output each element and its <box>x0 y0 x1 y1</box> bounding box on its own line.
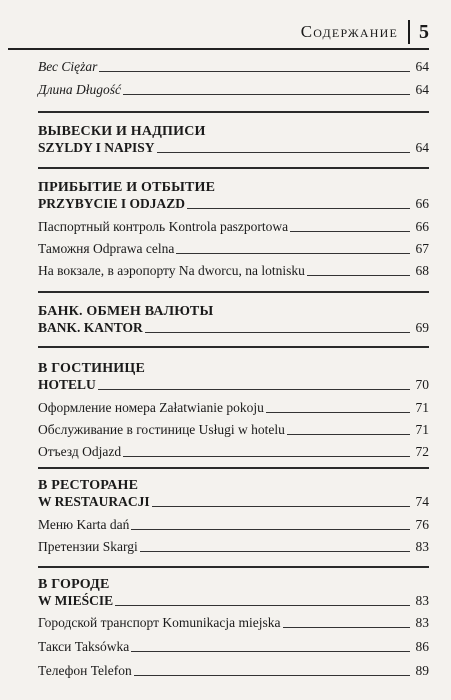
section-title-pl: BANK. KANTOR <box>38 320 143 335</box>
toc-entry-title: Меню Karta dań <box>38 517 130 532</box>
leader-line <box>287 433 410 435</box>
section-title-ru[interactable]: ВЫВЕСКИ И НАДПИСИ <box>38 124 206 139</box>
toc-entry[interactable] <box>38 217 429 235</box>
toc-entry-page: 67 <box>415 241 429 256</box>
toc-entry[interactable] <box>38 637 429 655</box>
toc-entry-page: 89 <box>415 663 429 678</box>
toc-entry-title: Паспортный контроль Kontrola paszportowa <box>38 219 289 234</box>
toc-entry-title: Телефон Telefon <box>38 663 132 678</box>
toc-entry[interactable] <box>38 80 429 98</box>
toc-entry[interactable] <box>38 613 429 631</box>
section-page: 64 <box>415 140 429 155</box>
toc-entry[interactable] <box>38 442 429 460</box>
section-page: 83 <box>415 593 429 608</box>
leader-line <box>266 411 410 413</box>
section-page: 70 <box>415 377 429 392</box>
section-heading[interactable] <box>38 318 429 336</box>
section-separator <box>38 346 429 348</box>
section-heading[interactable] <box>38 591 429 609</box>
section-title-ru[interactable]: ПРИБЫТИЕ И ОТБЫТИЕ <box>38 180 216 195</box>
section-title-ru[interactable]: В ГОСТИНИЦЕ <box>38 361 146 376</box>
section-title-pl: W RESTAURACJI <box>38 494 150 509</box>
leader-line <box>115 604 409 606</box>
toc-entry-title: Претензии Skargi <box>38 539 138 554</box>
section-heading[interactable] <box>38 375 429 393</box>
section-title-pl: HOTELU <box>38 377 96 392</box>
toc-entry[interactable] <box>38 398 429 416</box>
toc-entry[interactable] <box>38 261 429 279</box>
toc-entry-page: 76 <box>415 517 429 532</box>
header-rule <box>8 48 429 50</box>
section-page: 69 <box>415 320 429 335</box>
section-title-pl: W MIEŚCIE <box>38 593 114 608</box>
section-title-ru[interactable]: В РЕСТОРАНЕ <box>38 478 139 493</box>
toc-entry-title: На вокзале, в аэропорту Na dworcu, na lotnisku <box>38 263 305 278</box>
toc-entry-page: 86 <box>415 639 429 654</box>
section-separator <box>38 291 429 293</box>
toc-entry-title: Такси Taksówka <box>38 639 130 654</box>
toc-entry-page: 83 <box>415 615 429 630</box>
section-page: 66 <box>415 196 429 211</box>
section-separator <box>38 167 429 169</box>
toc-entry[interactable] <box>38 537 429 555</box>
leader-line <box>99 70 409 72</box>
toc-entry-title: Отъезд Odjazd <box>38 444 122 459</box>
leader-line <box>283 626 410 628</box>
section-heading[interactable] <box>38 492 429 510</box>
leader-line <box>140 550 410 552</box>
section-heading[interactable] <box>38 138 429 156</box>
section-title-pl: PRZYBYCIE I ODJAZD <box>38 196 186 211</box>
leader-line <box>134 674 410 676</box>
leader-line <box>131 528 409 530</box>
leader-line <box>123 93 409 95</box>
toc-entry-page: 64 <box>415 59 429 74</box>
toc-entry[interactable] <box>38 661 429 679</box>
leader-line <box>152 505 410 507</box>
leader-line <box>157 151 410 153</box>
toc-entry-page: 71 <box>415 400 429 415</box>
toc-entry-page: 71 <box>415 422 429 437</box>
toc-entry-title: Оформление номера Załatwianie pokoju <box>38 400 264 415</box>
toc-entry-title: Таможня Odprawa celna <box>38 241 175 256</box>
section-heading[interactable] <box>38 194 429 212</box>
section-separator <box>38 566 429 568</box>
toc-entry-title: Длина Długość <box>38 82 122 97</box>
toc-entry[interactable] <box>38 239 429 257</box>
section-page: 74 <box>415 494 429 509</box>
toc-entry[interactable] <box>38 420 429 438</box>
section-separator <box>38 467 429 469</box>
running-header <box>301 20 429 44</box>
header-title: Содержание <box>300 22 398 41</box>
section-title-ru[interactable]: В ГОРОДЕ <box>38 577 110 592</box>
section-title-pl: SZYLDY I NAPISY <box>38 140 155 155</box>
section-separator <box>38 111 429 113</box>
toc-entry-title: Обслуживание в гостинице Usługi w hotelu <box>38 422 285 437</box>
leader-line <box>98 388 410 390</box>
leader-line <box>176 252 409 254</box>
leader-line <box>145 331 410 333</box>
header-page-number: 5 <box>419 20 429 43</box>
leader-line <box>123 455 409 457</box>
toc-entry[interactable] <box>38 57 429 75</box>
toc-entry[interactable] <box>38 515 429 533</box>
toc-entry-page: 64 <box>415 82 429 97</box>
toc-entry-title: Вес Ciężar <box>38 59 98 74</box>
leader-line <box>290 230 409 232</box>
leader-line <box>131 650 409 652</box>
toc-entry-page: 72 <box>415 444 429 459</box>
toc-entry-page: 83 <box>415 539 429 554</box>
leader-line <box>307 274 410 276</box>
header-divider <box>408 20 410 44</box>
toc-entry-page: 66 <box>415 219 429 234</box>
leader-line <box>187 207 409 209</box>
toc-entry-page: 68 <box>415 263 429 278</box>
toc-entry-title: Городской транспорт Komunikacja miejska <box>38 615 281 630</box>
section-title-ru[interactable]: БАНК. ОБМЕН ВАЛЮТЫ <box>38 304 214 319</box>
